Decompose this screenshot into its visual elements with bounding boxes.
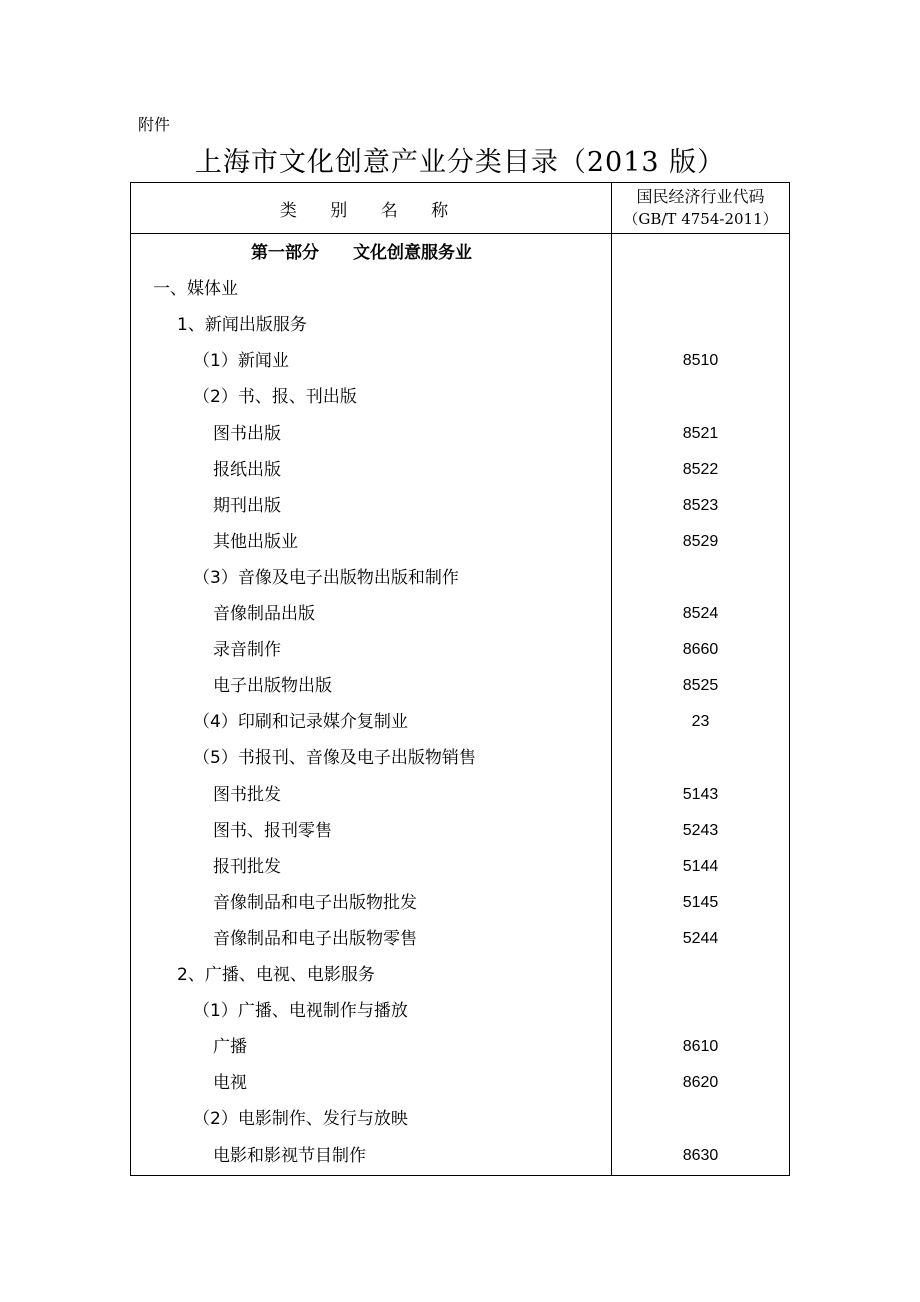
category-name: （1）新闻业 [193, 351, 289, 372]
category-name: （4）印刷和记录媒介复制业 [193, 712, 408, 733]
industry-code: 8524 [682, 605, 719, 622]
industry-code: 8521 [682, 424, 719, 442]
category-name: 图书、报刊零售 [213, 820, 332, 841]
industry-code: 23 [691, 713, 710, 731]
table-row [131, 993, 789, 1029]
category-name: 1、新闻出版服务 [177, 315, 307, 336]
table-row [131, 596, 789, 632]
table-row [131, 849, 789, 885]
table-row [131, 957, 789, 993]
industry-code: 8529 [682, 532, 719, 550]
table-row [131, 416, 789, 452]
industry-code: 5244 [682, 929, 719, 947]
part-heading-row [131, 235, 789, 271]
industry-code: 8620 [682, 1074, 719, 1092]
industry-code [612, 235, 789, 271]
table-row [131, 668, 789, 704]
attachment-label: 附件 [138, 115, 171, 134]
category-name: 电影和影视节目制作 [213, 1145, 366, 1166]
category-name: （5）书报刊、音像及电子出版物销售 [193, 748, 476, 769]
category-name: 第一部分 文化创意服务业 [251, 243, 472, 263]
category-name: （2）书、报、刊出版 [193, 387, 357, 408]
table-row [131, 307, 789, 343]
industry-code [612, 957, 789, 993]
table-row [131, 885, 789, 921]
table-row [131, 452, 789, 488]
category-name: （3）音像及电子出版物出版和制作 [193, 567, 459, 588]
category-name: 音像制品出版 [213, 604, 315, 624]
industry-code: 5145 [682, 893, 719, 911]
table-row [131, 777, 789, 813]
category-name: （2）电影制作、发行与放映 [193, 1109, 408, 1130]
category-name: 电视 [213, 1073, 247, 1094]
header-code-line2: （GB/T 4754-2011） [623, 210, 778, 228]
table-row [131, 813, 789, 849]
table-row [131, 343, 789, 379]
category-name: 电子出版物出版 [213, 676, 332, 697]
table-row [131, 560, 789, 596]
category-name: 音像制品和电子出版物零售 [213, 928, 417, 949]
category-name: 录音制作 [213, 640, 281, 661]
category-name: 音像制品和电子出版物批发 [213, 892, 417, 913]
category-name: 期刊出版 [213, 495, 281, 516]
table-row [131, 1101, 789, 1137]
industry-code [612, 307, 789, 343]
industry-code: 8610 [682, 1038, 719, 1056]
header-divider [131, 233, 789, 234]
table-row [131, 632, 789, 668]
category-name: 图书出版 [213, 423, 281, 444]
table-row [131, 740, 789, 776]
industry-code [612, 271, 789, 307]
table-row [131, 921, 789, 957]
table-row [131, 524, 789, 560]
industry-code: 8510 [682, 352, 719, 370]
table-row [131, 1138, 789, 1174]
industry-code: 8523 [682, 496, 719, 514]
industry-code: 8525 [682, 677, 719, 695]
header-name-column: 类 别 名 称 [279, 200, 463, 221]
industry-code [612, 560, 789, 596]
table-row [131, 1029, 789, 1065]
header-code-column [612, 183, 789, 233]
table-row [131, 704, 789, 740]
table-row [131, 1065, 789, 1101]
category-name: 其他出版业 [213, 531, 298, 552]
industry-code [612, 1101, 789, 1137]
industry-code: 5144 [682, 857, 719, 875]
industry-code: 5243 [682, 821, 719, 839]
industry-code [612, 993, 789, 1029]
header-code-line1: 国民经济行业代码 [636, 187, 765, 206]
category-name: 2、广播、电视、电影服务 [177, 965, 375, 985]
industry-code: 8522 [682, 460, 719, 478]
table-row [131, 379, 789, 415]
industry-code: 5143 [682, 785, 719, 803]
table-row [131, 271, 789, 307]
page-title: 上海市文化创意产业分类目录（2013 版） [194, 147, 726, 178]
classification-table [130, 182, 790, 1176]
category-name: 图书批发 [213, 784, 281, 805]
industry-code: 8630 [682, 1146, 719, 1164]
industry-code [612, 379, 789, 415]
category-name: 一、媒体业 [153, 279, 238, 300]
category-name: 报刊批发 [213, 856, 281, 877]
category-name: 报纸出版 [213, 459, 281, 480]
category-name: （1）广播、电视制作与播放 [193, 1001, 408, 1022]
table-row [131, 488, 789, 524]
category-name: 广播 [213, 1037, 247, 1058]
industry-code [612, 740, 789, 776]
industry-code: 8660 [682, 641, 719, 659]
